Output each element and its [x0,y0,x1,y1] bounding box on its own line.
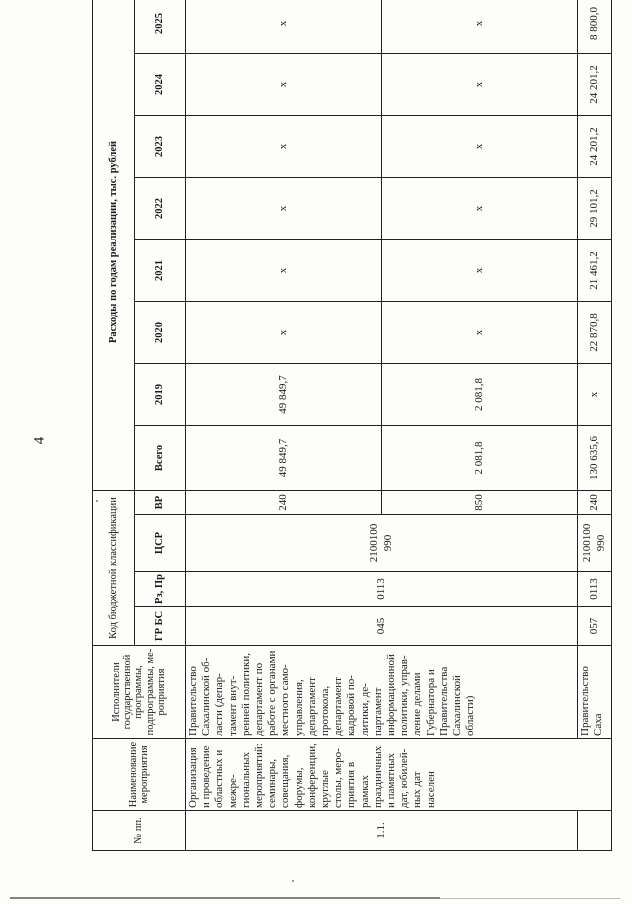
col-header-2024: 2024 [135,53,186,115]
table-row [186,0,382,851]
col-header-2022: 2022 [135,177,186,239]
vr-value: 850 [382,490,578,514]
y2022-value: x [186,177,382,239]
y2021-value: x [382,239,578,301]
row-num [578,811,612,851]
col-header-budget-code: Код бюджетной классификации [93,490,135,645]
y2022-value: x [382,177,578,239]
y2019-value: 49 849,7 [186,363,382,425]
rotated-page [92,6,612,851]
table-row [578,0,612,851]
col-header-rz-pr: Рз, Пр [135,572,186,607]
event-name: Организация и проведение областных и межрегиональных мероприятий: семинары, совещания, форумы, конференции, круглые столы, мероприятия в рамках праздничных и памятных дат, юбилейных дат населен [186,739,612,811]
col-header-name: Наименование мероприятия [93,739,186,811]
grbs-value: 057 [578,607,612,646]
csr-value: 2100100 990 [578,515,612,572]
header-row-1 [93,0,135,851]
grbs-value: 045 [186,607,578,646]
scan-artifact-line [440,898,620,899]
col-header-total: Всего [135,425,186,490]
total-value: 130 635,6 [578,425,612,490]
y2021-value: 21 461,2 [578,239,612,301]
y2019-value: 2 081,8 [382,363,578,425]
y2025-value: x [382,0,578,53]
csr-value: 2100100 990 [186,515,578,572]
col-header-executors: Исполнители государственной программы, подпрограммы, мероприятия [93,646,186,739]
col-header-2023: 2023 [135,115,186,177]
executor-text: Правительство Сахалинской области (департамент внутренней политики, департамент по работе с органами местного самоуправления, департамент протокола, департамент кадровой политики, департамент информационной политики, управление делами Губернатора и Правительства Сахалинской области) [186,646,578,739]
rz-pr-value: 0113 [186,572,578,607]
rz-pr-value: 0113 [578,572,612,607]
y2024-value: x [186,53,382,115]
y2025-value: 8 800,0 [578,0,612,53]
row-num: 1.1. [186,811,578,851]
y2023-value: 24 201,2 [578,115,612,177]
budget-table-container [92,6,612,851]
y2020-value: x [186,301,382,363]
col-header-expenses: Расходы по годам реализации, тыс. рублей [93,0,135,490]
col-header-2021: 2021 [135,239,186,301]
total-value: 49 849,7 [186,425,382,490]
scan-speck [292,880,294,882]
budget-table [92,0,612,851]
col-header-csr: ЦСР [135,515,186,572]
col-header-vr: ВР [135,490,186,514]
y2025-value: x [186,0,382,53]
y2020-value: 22 870,8 [578,301,612,363]
y2024-value: x [382,53,578,115]
y2023-value: x [186,115,382,177]
col-header-2025: 2025 [135,0,186,53]
y2023-value: x [382,115,578,177]
total-value: 2 081,8 [382,425,578,490]
vr-value: 240 [578,490,612,514]
col-header-2019: 2019 [135,363,186,425]
y2021-value: x [186,239,382,301]
col-header-2020: 2020 [135,301,186,363]
vr-value: 240 [186,490,382,514]
scan-speck [96,500,98,502]
y2020-value: x [382,301,578,363]
y2022-value: 29 101,2 [578,177,612,239]
col-header-grbs: ГР БС [135,607,186,646]
col-header-num: № пп. [93,811,186,851]
page-number: 4 [31,436,48,445]
y2024-value: 24 201,2 [578,53,612,115]
executor-text: Правительство Саха [578,646,612,739]
y2019-value: x [578,363,612,425]
scan-artifact-line [10,897,440,899]
